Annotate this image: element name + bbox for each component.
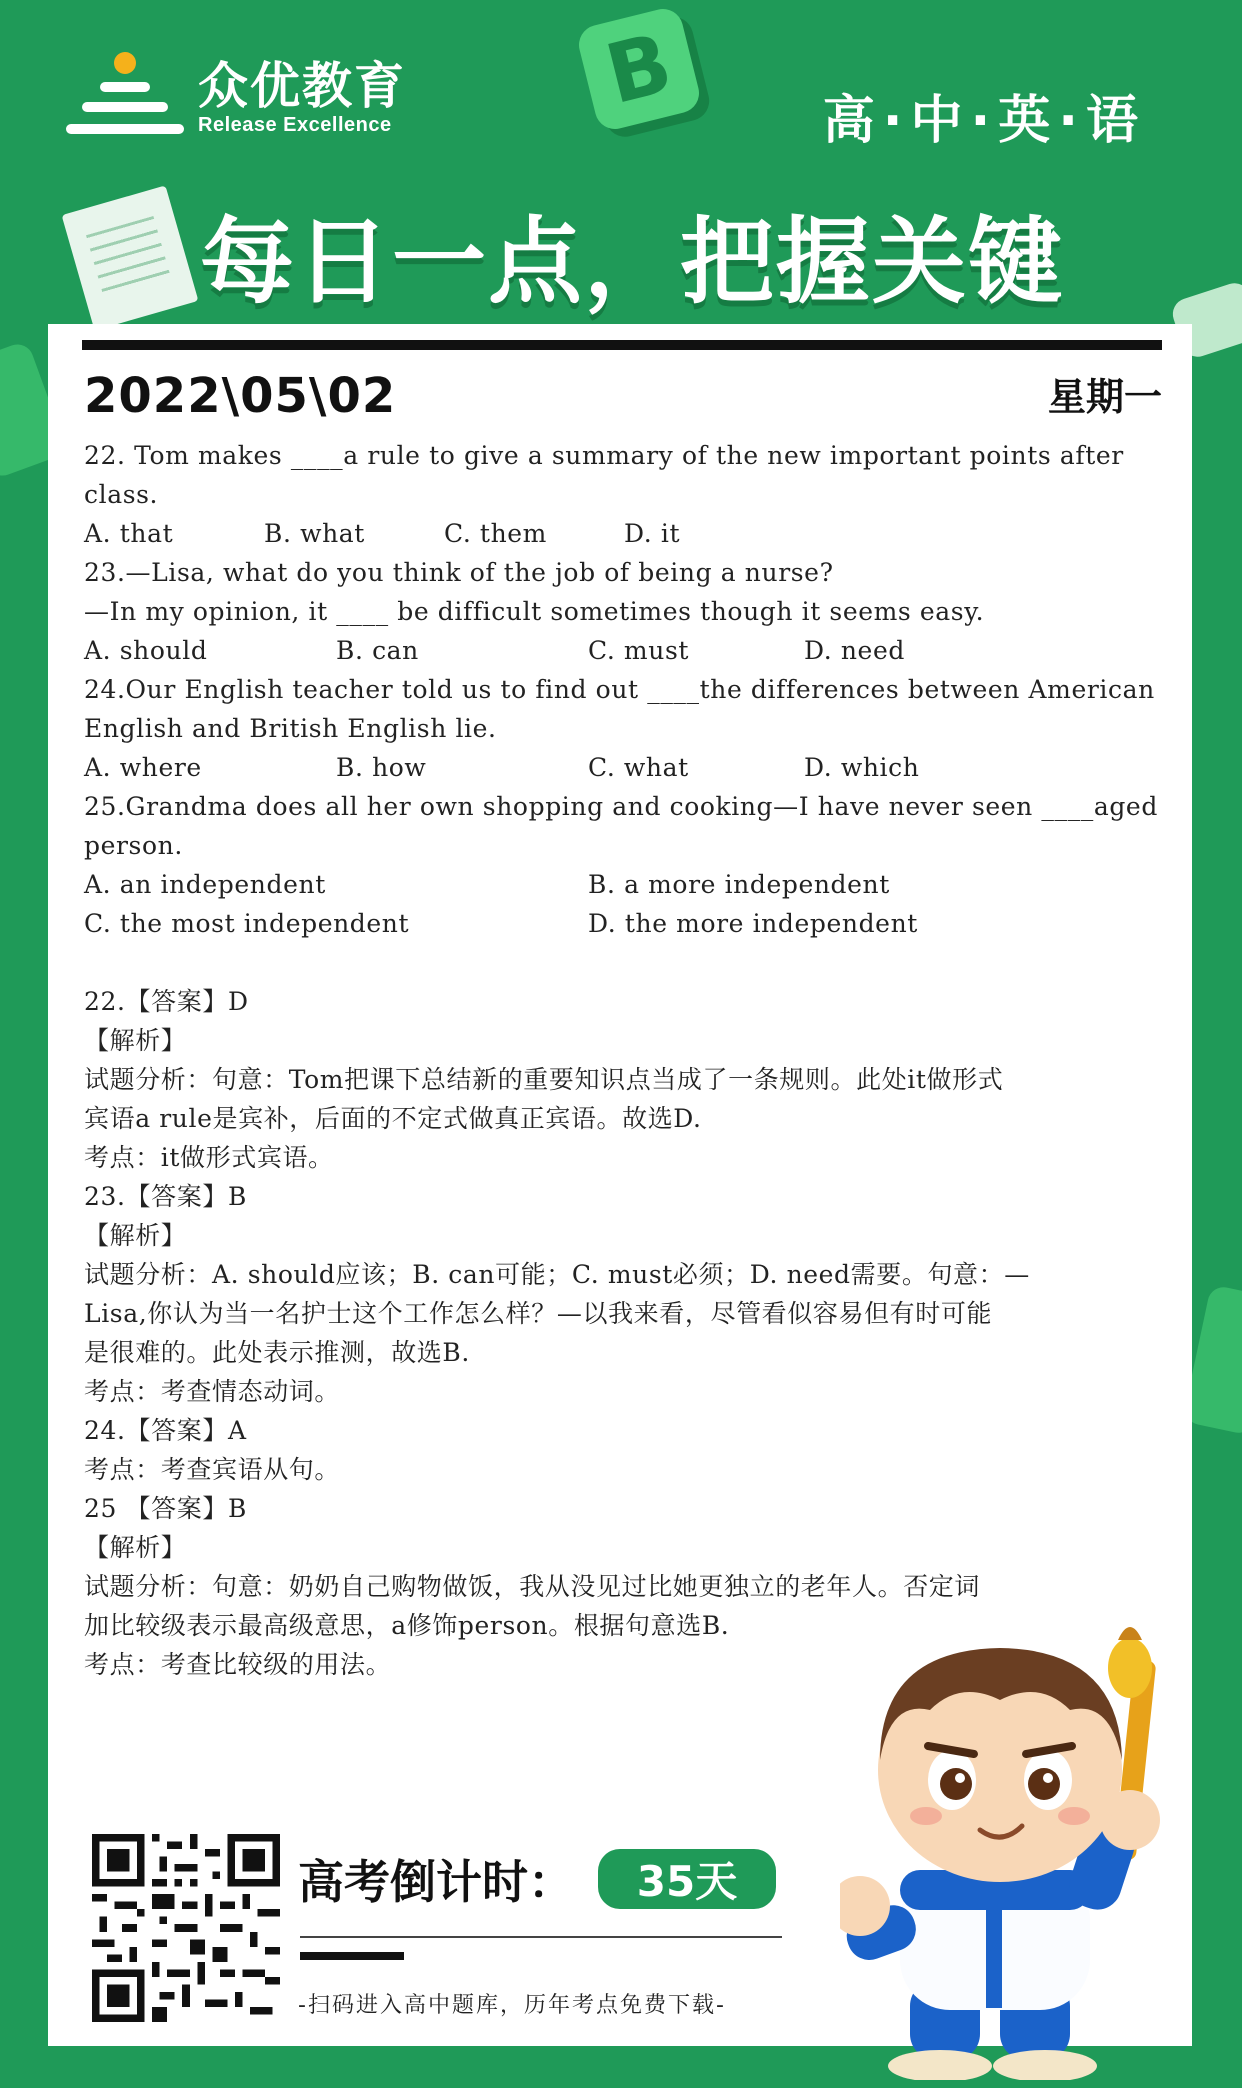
answer-line: 试题分析：句意：Tom把课下总结新的重要知识点当成了一条规则。此处it做形式 [84,1065,1004,1094]
option: C. what [588,753,689,782]
option: C. them [444,519,547,548]
question-line: 25.Grandma does all her own shopping and cooking—I have never seen ____aged [84,792,1158,821]
question-line: —In my opinion, it ____ be difficult sometimes though it seems easy. [84,597,985,626]
question-line: 23.—Lisa, what do you think of the job of being a nurse? [84,558,834,587]
option: A. where [84,753,202,782]
answer-line: 考点：it做形式宾语。 [84,1143,334,1172]
question-content [84,436,1174,1684]
question-line: person. [84,831,183,860]
option: B. what [264,519,365,548]
top-rule [82,340,1162,350]
date-label: 2022\05\02 [84,368,397,424]
option: D. need [804,636,905,665]
logo-icon [66,52,184,144]
question-line: 22. Tom makes ____a rule to give a summary of the new important points after [84,441,1124,470]
option: B. a more independent [588,870,890,899]
answer-line: 22.【答案】D [84,987,249,1016]
brand-name-cn: 众优教育 [198,57,406,115]
answer-line: 24.【答案】A [84,1416,247,1445]
answer-line: 试题分析：A. should应该；B. can可能；C. must必须；D. need需要。句意：— [84,1260,1030,1289]
weekday-label: 星期一 [1047,375,1162,419]
answer-line: Lisa,你认为当一名护士这个工作怎么样？—以我来看，尽管看似容易但有时可能 [84,1299,993,1328]
subject-label: 高·中·英·语 [822,91,1146,151]
option: D. the more independent [588,909,918,938]
options-q23 [84,631,1174,670]
option: A. an independent [84,870,326,899]
options-q24 [84,748,1174,787]
divider [300,1936,782,1938]
option: D. which [804,753,920,782]
countdown-label: 高考倒计时： [298,1855,574,1909]
question-line: 24.Our English teacher told us to find out ____the differences between American [84,675,1155,704]
answer-line: 考点：考查情态动词。 [84,1377,341,1406]
options-q22 [84,514,1174,553]
answer-line: 考点：考查比较级的用法。 [84,1650,392,1679]
answer-line: 考点：考查宾语从句。 [84,1455,341,1484]
answer-line: 25 【答案】B [84,1494,247,1523]
option: B. can [336,636,419,665]
paper-icon [62,185,199,330]
option: B. how [336,753,427,782]
answer-line: 23.【答案】B [84,1182,247,1211]
brand-name-en: Release Excellence [198,114,392,136]
question-line: class. [84,480,159,509]
options-q25 [84,904,1174,943]
exam-countdown [298,1846,776,1912]
option: C. the most independent [84,909,410,938]
option: C. must [588,636,690,665]
answer-line: 试题分析：句意：奶奶自己购物做饭，我从没见过比她更独立的老年人。否定词 [84,1572,981,1601]
mascot-boy-illustration [840,1620,1180,2080]
answer-line: 是很难的。此处表示推测，故选B. [84,1338,470,1367]
option: D. it [624,519,681,548]
option: A. that [84,519,174,548]
option: A. should [84,636,208,665]
brand-logo [66,52,406,144]
answer-line: 【解析】 [84,1221,187,1250]
qr-code[interactable] [92,1834,280,2022]
countdown-days-badge: 35天 [598,1849,776,1909]
scan-tip: -扫码进入高中题库，历年考点免费下载- [298,1993,726,2018]
divider-accent [300,1952,404,1960]
options-q25 [84,865,1174,904]
question-line: English and British English lie. [84,714,497,743]
answer-line: 【解析】 [84,1026,187,1055]
banner-title: 每日一点，把握关键 [200,208,1065,317]
answer-line: 宾语a rule是宾补，后面的不定式做真正宾语。故选D. [84,1104,702,1133]
answer-line: 加比较级表示最高级意思，a修饰person。根据句意选B. [84,1611,730,1640]
answer-line: 【解析】 [84,1533,187,1562]
letter-b-icon: B [575,5,703,133]
